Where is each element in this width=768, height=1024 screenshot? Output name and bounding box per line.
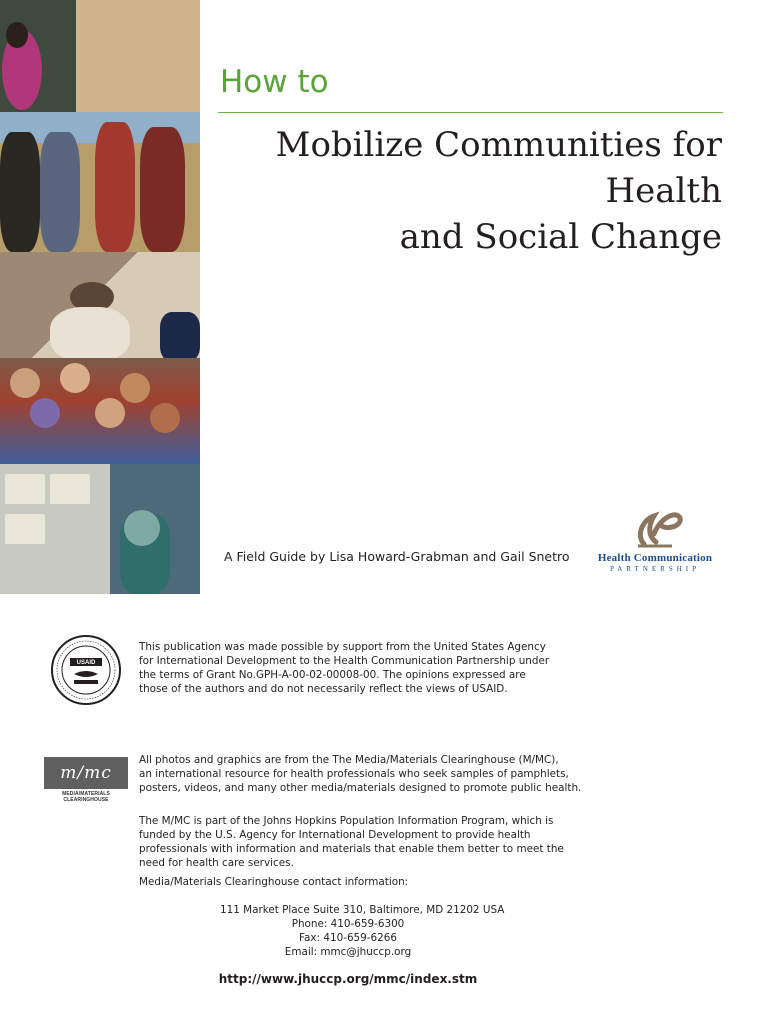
photo-presenter-at-chart (0, 0, 200, 112)
usaid-line: the terms of Grant No.GPH-A-00-02-00008-00. The opinions expressed are (139, 669, 526, 681)
usaid-seal-icon (50, 634, 122, 706)
mmc-logo-word: m/mc (60, 763, 112, 783)
hcp-logo-name: Health Communication (597, 552, 713, 564)
mmc-logo-caption: MEDIA/MATERIALS CLEARINGHOUSE (62, 791, 110, 803)
contact-block (220, 903, 505, 959)
contact-fax: Fax: 410-659-6266 (299, 932, 397, 944)
photo-community-meeting (0, 112, 200, 252)
mmc-line: professionals with information and materials that enable them better to meet the (139, 843, 564, 855)
photo-man-at-board (0, 252, 200, 358)
mmc-line: funded by the U.S. Agency for International Development to provide health (139, 829, 531, 841)
mmc-line: The M/MC is part of the Johns Hopkins Population Information Program, which is (139, 815, 554, 827)
hcp-logo-subname: PARTNERSHIP (609, 565, 700, 573)
mmc-line: need for health care services. (139, 857, 294, 869)
mmc-description (139, 753, 581, 795)
usaid-line: those of the authors and do not necessarily reflect the views of USAID. (139, 683, 508, 695)
usaid-line: This publication was made possible by support from the United States Agency (139, 641, 546, 653)
website-link[interactable]: http://www.jhuccp.org/mmc/index.stm (218, 972, 478, 986)
contact-phone: Phone: 410-659-6300 (291, 918, 405, 930)
contact-email[interactable]: Email: mmc@jhuccp.org (284, 946, 412, 958)
mmc-logo (44, 757, 128, 803)
mmc-line: an international resource for health professionals who seek samples of pamphlets, (139, 768, 569, 780)
page-title (202, 122, 722, 260)
usaid-line: for International Development to the Health Communication Partnership under (139, 655, 550, 667)
mmc-funding (139, 814, 564, 870)
contact-label: Media/Materials Clearinghouse contact information: (139, 876, 409, 888)
hcp-logo-icon (626, 500, 686, 552)
title-line-2: and Social Change (399, 217, 722, 257)
photo-seated-crowd (0, 358, 200, 464)
usaid-disclaimer (139, 640, 549, 696)
header-divider (218, 112, 723, 113)
mmc-line: posters, videos, and many other media/materials designed to promote public health. (139, 782, 582, 794)
contact-address: 111 Market Place Suite 310, Baltimore, MD 21202 USA (220, 904, 505, 916)
photo-woman-with-cards (0, 464, 200, 594)
photo-collage (0, 0, 200, 594)
byline: A Field Guide by Lisa Howard-Grabman and Gail Snetro (224, 549, 570, 564)
usaid-seal-label: USAID (76, 660, 96, 666)
mmc-line: All photos and graphics are from the The Media/Materials Clearinghouse (M/MC), (139, 754, 559, 766)
title-kicker: How to (220, 64, 329, 100)
title-line-1: Mobilize Communities for Health (275, 125, 722, 211)
